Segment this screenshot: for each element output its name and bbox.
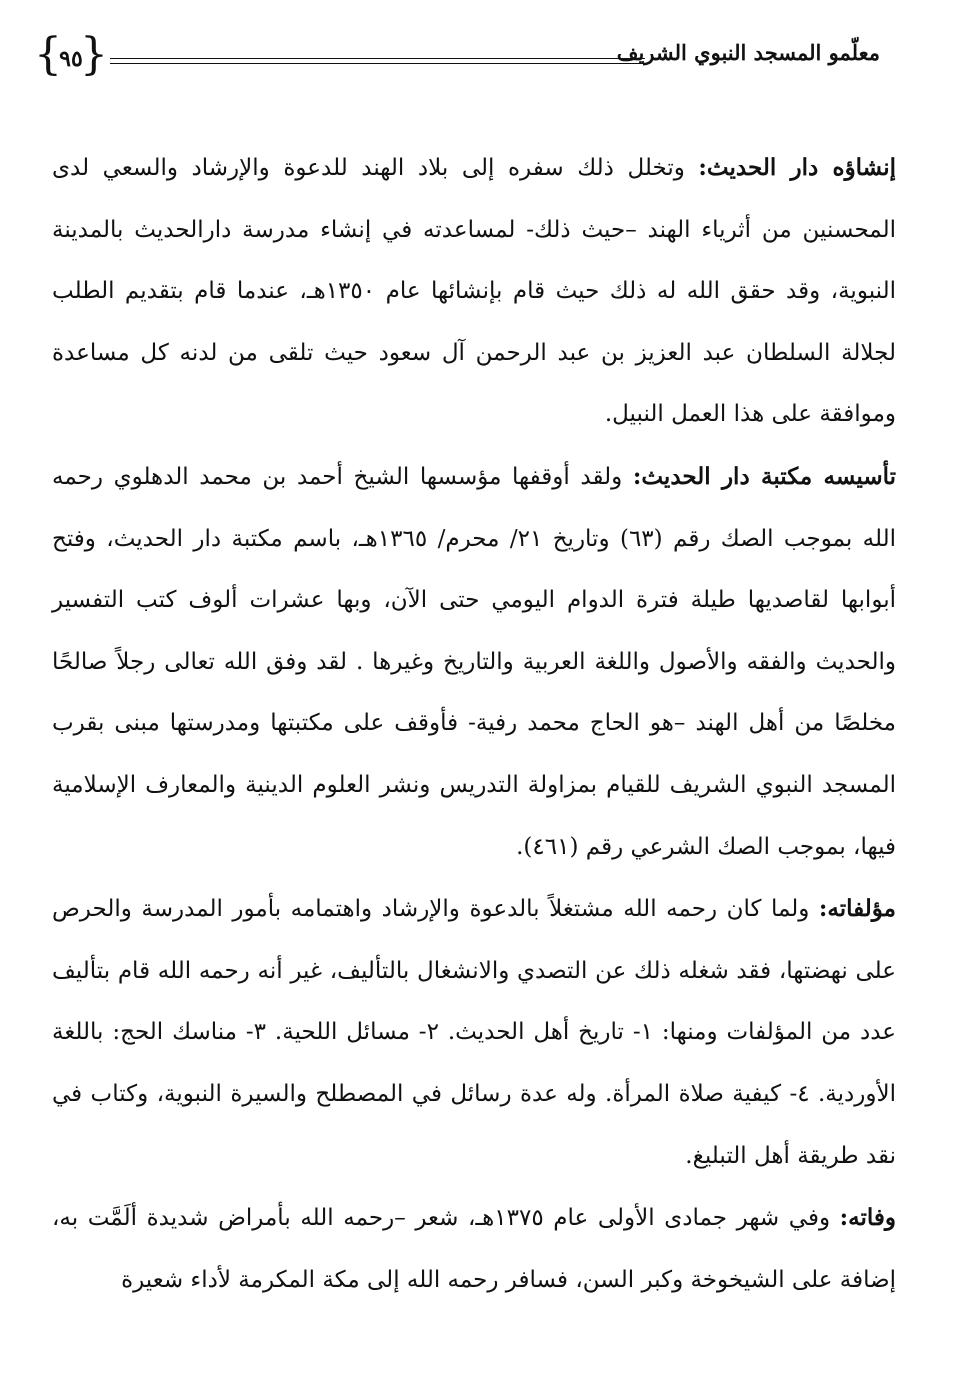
paragraph-heading: وفاته: (839, 1204, 896, 1232)
paragraph-founding (52, 137, 896, 446)
page-header (30, 30, 880, 90)
paragraph-heading: مؤلفاته: (818, 895, 896, 923)
page-number: ٩٥ (59, 46, 83, 72)
paragraph-library (52, 446, 896, 878)
paragraph-text: ولقد أوقفها مؤسسها الشيخ أحمد بن محمد الدهلوي رحمه الله بموجب الصك رقم (٦٣) وتاريخ ٢١/ محرم/ ١٣٦٥هـ، باسم مكتبة دار الحديث، وفتح أبوابها لقاصديها طيلة فترة الدوام اليومي حتى الآن، وبها عشرات ألوف كتب التفسير والحديث والفقه والأصول واللغة العربية والتاريخ وغيرها . لقد وفق الله تعالى رجلاً صالحًا مخلصًا من أهل الهند –هو الحاج محمد رفية- فأوقف على مكتبتها ومدرستها مبنى بقرب المسجد النبوي الشريف للقيام بمزاولة التدريس ونشر العلوم الدينية والمعارف الإسلامية فيها، بموجب الصك الشرعي رقم (٤٦١). (52, 463, 897, 860)
paragraph-works (52, 878, 896, 1187)
header-rule-bottom (110, 63, 645, 64)
paragraph-text: ولما كان رحمه الله مشتغلاً بالدعوة والإرشاد واهتمامه بأمور المدرسة والحرص على نهضتها، فقد شغله ذلك عن التصدي والانشغال بالتأليف، غير أنه رحمه الله قام بتأليف عدد من المؤلفات ومنها: ١- تاريخ أهل الحديث. ٢- مسائل اللحية. ٣- مناسك الحج: باللغة الأوردية. ٤- كيفية صلاة المرأة. وله عدة رسائل في المصطلح والسيرة النبوية، وكتاب في نقد طريقة أهل التبليغ. (52, 896, 897, 1169)
paragraph-text: وتخلل ذلك سفره إلى بلاد الهند للدعوة والإرشاد والسعي لدى المحسنين من أثرياء الهند –حيث ذلك- لمساعدته في إنشاء مدرسة دارالحديث بالمدينة النبوية، وقد حقق الله له ذلك حيث قام بإنشائها عام ١٣٥٠هـ، عندما قام بتقديم الطلب لجلالة السلطان عبد العزيز بن عبد الرحمن آل سعود حيث تلقى من لدنه كل مساعدة وموافقة على هذا العمل النبيل. (52, 155, 896, 428)
paragraph-death (52, 1187, 896, 1311)
paragraph-text: وفي شهر جمادى الأولى عام ١٣٧٥هـ، شعر –رحمه الله بأمراض شديدة ألَمَّت به، إضافة على الشيخوخة وكبر السن، فسافر رحمه الله إلى مكة المكرمة لأداء شعيرة (52, 1205, 896, 1293)
body-text (52, 137, 896, 1311)
paragraph-heading: إنشاؤه دار الحديث: (698, 154, 896, 181)
header-rule-top (110, 58, 645, 59)
left-brace-ornament: { (34, 29, 62, 80)
page-number-box (34, 29, 108, 80)
running-header-title: معلّمو المسجد النبوي الشريف (616, 40, 880, 65)
right-brace-ornament: } (80, 29, 108, 80)
paragraph-heading: تأسيسه مكتبة دار الحديث: (632, 462, 897, 490)
